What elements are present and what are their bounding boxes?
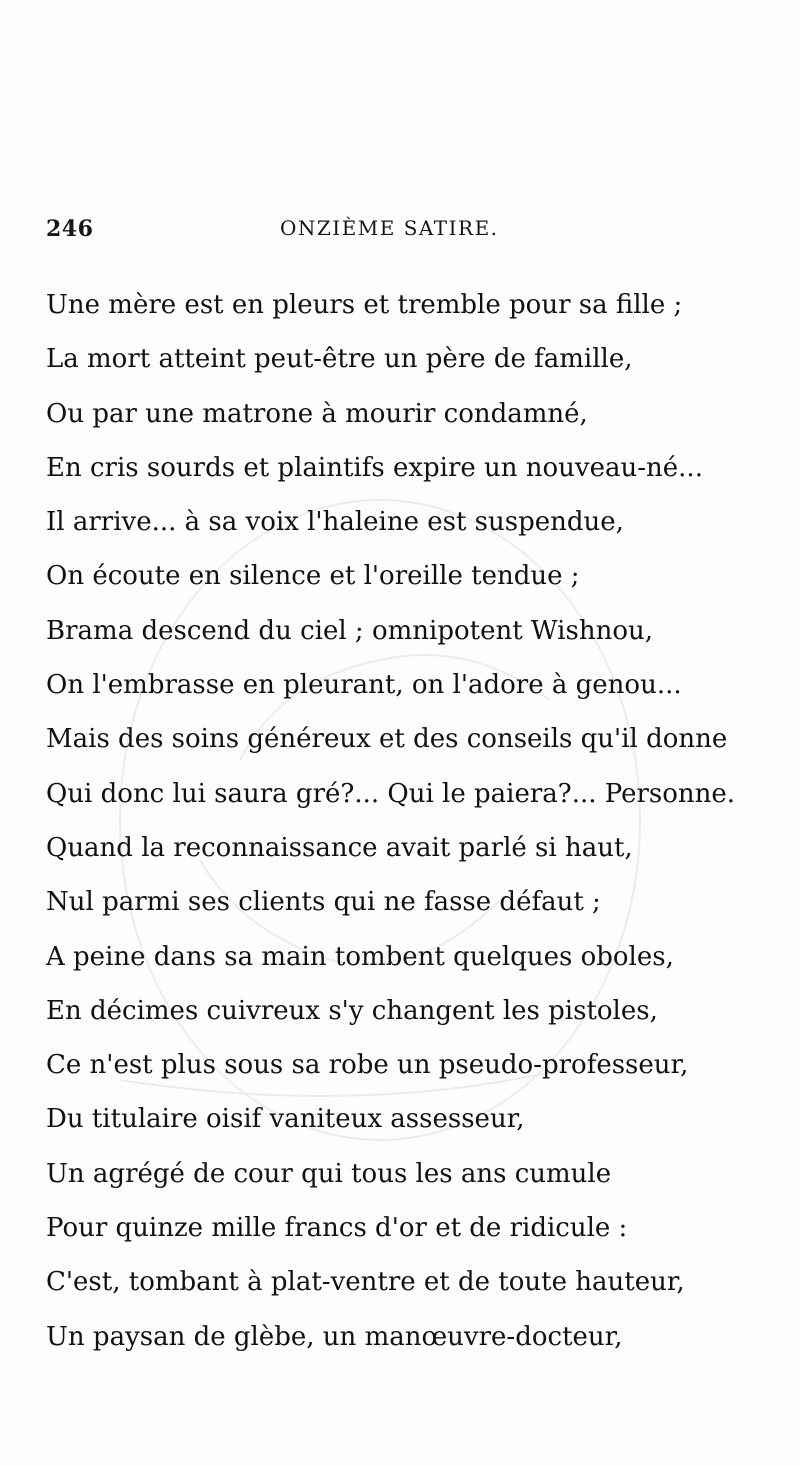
- verse-line: C'est, tombant à plat-ventre et de toute hauteur,: [46, 1267, 685, 1298]
- verse-line: Nul parmi ses clients qui ne fasse défaut ;: [46, 887, 601, 918]
- poem-verses: [46, 278, 786, 1364]
- verse-line: On écoute en silence et l'oreille tendue ;: [46, 561, 580, 592]
- verse-line: Qui donc lui saura gré?... Qui le paiera?... Personne.: [46, 778, 736, 809]
- verse-line: Brama descend du ciel ; omnipotent Wishnou,: [46, 615, 653, 646]
- verse-line: Quand la reconnaissance avait parlé si haut,: [46, 832, 633, 863]
- verse-line: Du titulaire oisif vaniteux assesseur,: [46, 1104, 525, 1135]
- verse-line: Mais des soins généreux et des conseils qu'il donne: [46, 724, 728, 755]
- verse-line: La mort atteint peut-être un père de famille,: [46, 344, 633, 375]
- verse-line: Un paysan de glèbe, un manœuvre-docteur,: [46, 1321, 623, 1352]
- verse-line: Ce n'est plus sous sa robe un pseudo-professeur,: [46, 1050, 689, 1081]
- verse-line: Pour quinze mille francs d'or et de ridicule :: [46, 1213, 628, 1244]
- verse-line: En décimes cuivreux s'y changent les pistoles,: [46, 995, 658, 1026]
- verse-line: On l'embrasse en pleurant, on l'adore à genou...: [46, 670, 682, 701]
- verse-line: En cris sourds et plaintifs expire un nouveau-né...: [46, 452, 703, 483]
- page-header: [46, 216, 746, 246]
- verse-line: Un agrégé de cour qui tous les ans cumule: [46, 1158, 612, 1189]
- verse-line: Ou par une matrone à mourir condamné,: [46, 398, 588, 429]
- verse-line: A peine dans sa main tombent quelques oboles,: [46, 941, 674, 972]
- verse-line: Il arrive... à sa voix l'haleine est suspendue,: [46, 507, 624, 538]
- page-number: 246: [46, 216, 94, 242]
- running-head: ONZIÈME SATIRE.: [280, 216, 499, 240]
- verse-line: Une mère est en pleurs et tremble pour sa fille ;: [46, 290, 683, 320]
